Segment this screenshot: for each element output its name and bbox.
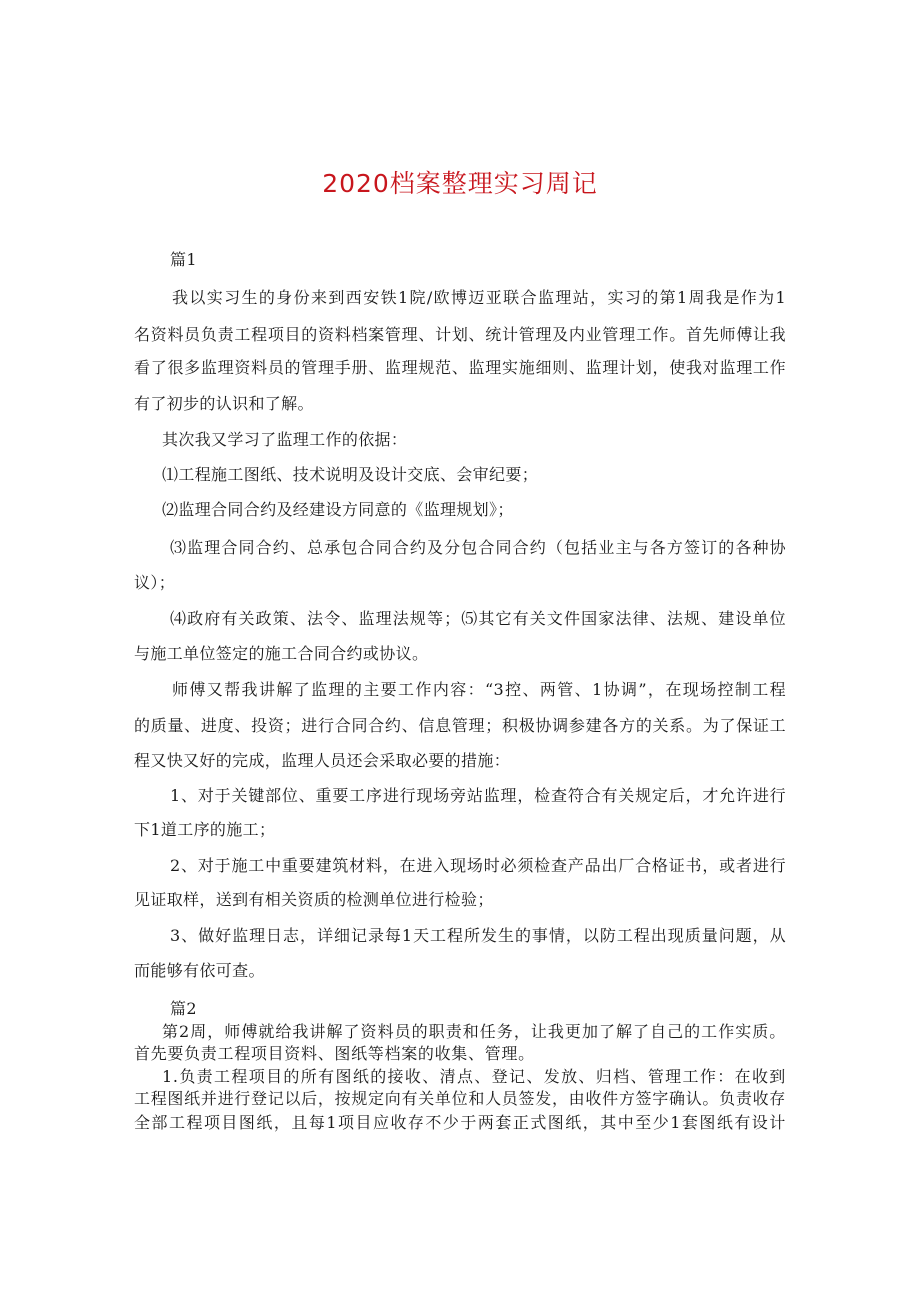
paragraph-line: 全部工程项目图纸，且每1项目应收存不少于两套正式图纸，其中至少1套图纸有设计	[134, 1113, 786, 1132]
paragraph-line: 其次我又学习了监理工作的依据：	[162, 430, 408, 449]
list-item: 1.负责工程项目的所有图纸的接收、清点、登记、发放、归档、管理工作：在收到	[162, 1067, 786, 1086]
list-item: ⑵监理合同合约及经建设方同意的《监理规划》；	[162, 500, 514, 519]
list-item: ⑴工程施工图纸、技术说明及设计交底、会审纪要；	[162, 465, 539, 484]
paragraph-line: 而能够有依可查。	[134, 961, 265, 980]
list-item: 1、对于关键部位、重要工序进行现场旁站监理，检查符合有关规定后，才允许进行	[170, 786, 786, 805]
section-heading: 篇1	[170, 250, 197, 269]
paragraph-line: 名资料员负责工程项目的资料档案管理、计划、统计管理及内业管理工作。首先师傅让我	[134, 325, 786, 344]
paragraph-line: 下1道工序的施工；	[134, 820, 276, 839]
paragraph-line: 我以实习生的身份来到西安铁1院/欧博迈亚联合监理站，实习的第1周我是作为1	[172, 288, 786, 307]
section-heading: 篇2	[170, 999, 197, 1018]
paragraph-line: 有了初步的认识和了解。	[134, 394, 314, 413]
list-item: 3、做好监理日志，详细记录每1天工程所发生的事情，以防工程出现质量问题，从	[170, 926, 786, 945]
paragraph-line: 第2周，师傅就给我讲解了资料员的职责和任务，让我更加了解了自己的工作实质。	[162, 1022, 786, 1041]
paragraph-line: 见证取样，送到有相关资质的检测单位进行检验；	[134, 890, 494, 909]
paragraph-line: 议）；	[134, 573, 176, 592]
paragraph-line: 看了很多监理资料员的管理手册、监理规范、监理实施细则、监理计划，使我对监理工作	[134, 358, 786, 377]
paragraph-line: 的质量、进度、投资；进行合同合约、信息管理；积极协调参建各方的关系。为了保证工	[134, 716, 786, 735]
list-item: 2、对于施工中重要建筑材料，在进入现场时必须检查产品出厂合格证书，或者进行	[170, 856, 786, 875]
paragraph-line: 师傅又帮我讲解了监理的主要工作内容：“3控、两管、1协调”，在现场控制工程	[172, 680, 786, 699]
list-item: ⑶监理合同合约、总承包合同合约及分包合同合约（包括业主与各方签订的各种协	[170, 538, 786, 557]
document-title: 2020档案整理实习周记	[322, 169, 598, 198]
paragraph-line: 首先要负责工程项目资料、图纸等档案的收集、管理。	[134, 1044, 535, 1063]
list-item: ⑷政府有关政策、法令、监理法规等；⑸其它有关文件国家法律、法规、建设单位	[170, 609, 786, 628]
paragraph-line: 程又快又好的完成，监理人员还会采取必要的措施：	[134, 751, 511, 770]
paragraph-line: 与施工单位签定的施工合同合约或协议。	[134, 644, 429, 663]
paragraph-line: 工程图纸并进行登记以后，按规定向有关单位和人员签发，由收件方签字确认。负责收存	[134, 1089, 786, 1108]
